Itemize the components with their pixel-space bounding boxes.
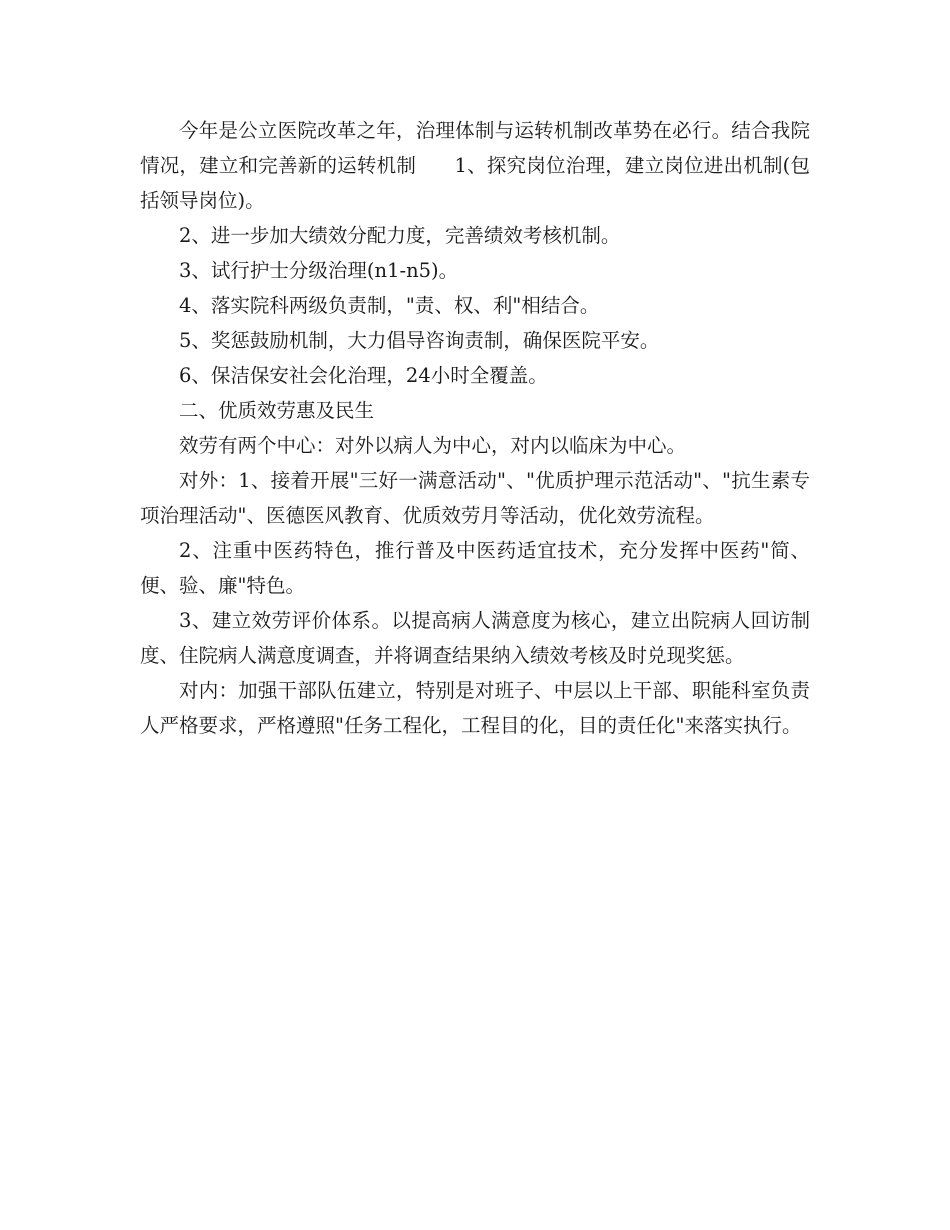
paragraph-item-6: 6、保洁保安社会化治理，24小时全覆盖。: [179, 364, 548, 387]
paragraph-external-3: 3、建立效劳评价体系。以提高病人满意度为核心，建立出院病人回访制度、住院病人满意度调查，并将调查结果纳入绩效考核及时兑现奖惩。: [140, 609, 810, 667]
paragraph-reform-intro: 今年是公立医院改革之年，治理体制与运转机制改革势在必行。结合我院情况，建立和完善新的运转机制 1、探究岗位治理，建立岗位进出机制(包括领导岗位)。: [140, 119, 810, 212]
paragraph-external-2: 2、注重中医药特色，推行普及中医药适宜技术，充分发挥中医药"简、便、验、廉"特色。: [140, 539, 810, 597]
section-heading: 二、优质效劳惠及民生: [179, 399, 375, 422]
paragraph-item-5: 5、奖惩鼓励机制，大力倡导咨询责制，确保医院平安。: [179, 329, 660, 352]
paragraph-item-3: 3、试行护士分级治理(n1-n5)。: [179, 259, 459, 282]
paragraph-item-2: 2、进一步加大绩效分配力度，完善绩效考核机制。: [179, 224, 621, 247]
paragraph-internal: 对内：加强干部队伍建立，特别是对班子、中层以上干部、职能科室负责人严格要求，严格遵照"任务工程化，工程目的化，目的责任化"来落实执行。: [140, 679, 810, 737]
document-body: [140, 113, 810, 743]
paragraph-service-centers: 效劳有两个中心：对外以病人为中心，对内以临床为中心。: [179, 434, 687, 457]
paragraph-item-4: 4、落实院科两级负责制，"责、权、利"相结合。: [179, 294, 600, 317]
paragraph-external-1: 对外：1、接着开展"三好一满意活动"、"优质护理示范活动"、"抗生素专项治理活动"、医德医风教育、优质效劳月等活动，优化效劳流程。: [140, 469, 810, 527]
